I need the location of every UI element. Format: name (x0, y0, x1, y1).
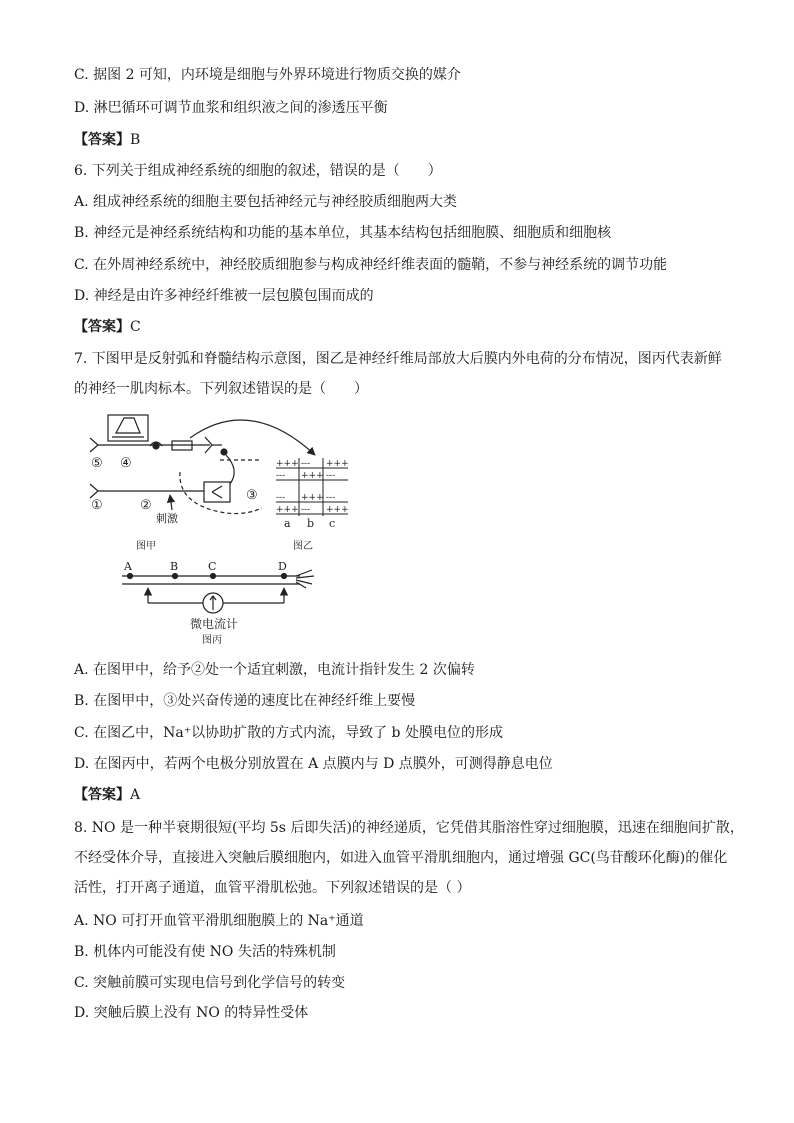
q7-option-d: D. 在图丙中，若两个电极分别放置在 A 点膜内与 D 点膜外，可测得静息电位 (74, 756, 553, 772)
q8-option-c: C. 突触前膜可实现电信号到化学信号的转变 (74, 975, 346, 991)
q7-option-c: C. 在图乙中，Na⁺以协助扩散的方式内流，导致了 b 处膜电位的形成 (74, 725, 503, 741)
fig-jia-label-2: ② (140, 498, 152, 513)
q6-option-b: B. 神经元是神经系统结构和功能的基本单位，其基本结构包括细胞膜、细胞质和细胞核 (74, 225, 612, 241)
fig-jia-label-4: ④ (120, 456, 132, 471)
fig-yi-point-c: c (329, 517, 336, 530)
figure-bing (122, 570, 314, 613)
q7-stem-line1: 7. 下图甲是反射弧和脊髓结构示意图，图乙是神经纤维局部放大后膜内外电荷的分布情况，图丙代表新鲜 (74, 351, 722, 367)
q6-stem: 6. 下列关于组成神经系统的细胞的叙述，错误的是（ ） (74, 163, 442, 179)
answer-letter: C (130, 319, 141, 335)
answer-letter: A (130, 787, 141, 803)
fig-yi-top-inner-b: +++ (301, 471, 324, 481)
fig-yi-top-charge-b: --- (301, 459, 311, 469)
answer-label: 【答案】 (74, 319, 130, 335)
answer-label: 【答案】 (74, 132, 130, 148)
q6-option-c: C. 在外周神经系统中，神经胶质细胞参与构成神经纤维表面的髓鞘，不参与神经系统的调节功能 (74, 257, 668, 273)
answer-label: 【答案】 (74, 787, 130, 803)
q7-option-b: B. 在图甲中，③处兴奋传递的速度比在神经纤维上要慢 (74, 693, 416, 709)
figure-yi (276, 458, 348, 516)
q8-option-d: D. 突触后膜上没有 NO 的特异性受体 (74, 1005, 309, 1021)
q8-option-a: A. NO 可打开血管平滑肌细胞膜上的 Na⁺通道 (74, 913, 364, 929)
fig-bing-caption: 图丙 (202, 635, 222, 646)
fig-yi-top-inner-a: --- (276, 471, 286, 481)
q7-option-a: A. 在图甲中，给予②处一个适宜刺激，电流计指针发生 2 次偏转 (74, 662, 475, 678)
fig-yi-point-a: a (284, 517, 291, 530)
fig-yi-bottom-inner-c: --- (326, 493, 336, 503)
q8-stem-line2: 不经受体介导，直接进入突触后膜细胞内，如进入血管平滑肌细胞内，通过增强 GC(鸟苷酸环化酶)的催化 (74, 850, 728, 866)
fig-yi-caption: 图乙 (293, 541, 313, 552)
fig-yi-top-charge-a: +++ (276, 459, 299, 469)
fig-bing-point-a: A (124, 560, 132, 573)
fig-jia-caption: 图甲 (136, 541, 156, 552)
q7-stem-line2: 的神经一肌肉标本。下列叙述错误的是（ ） (74, 381, 368, 397)
fig-bing-meter-label: 微电流计 (190, 617, 239, 631)
q5-option-d: D. 淋巴循环可调节血浆和组织液之间的渗透压平衡 (74, 100, 388, 116)
fig-jia-label-1: ① (91, 498, 103, 513)
fig-yi-top-inner-c: --- (326, 471, 336, 481)
q8-stem-line1: 8. NO 是一种半衰期很短(平均 5s 后即失活)的神经递质，它凭借其脂溶性穿过细胞膜，迅速在细胞间扩散， (74, 820, 744, 836)
q5-option-c: C. 据图 2 可知，内环境是细胞与外界环境进行物质交换的媒介 (74, 67, 461, 83)
fig-yi-bottom-inner-a: --- (276, 493, 286, 503)
q8-option-b: B. 机体内可能没有使 NO 失活的特殊机制 (74, 944, 336, 960)
fig-bing-point-d: D (278, 560, 287, 573)
figure-jia (90, 415, 315, 514)
fig-jia-stimulus-label: 刺激 (156, 512, 178, 525)
q6-option-a: A. 组成神经系统的细胞主要包括神经元与神经胶质细胞两大类 (74, 194, 458, 210)
fig-yi-bottom-charge-a: +++ (276, 505, 299, 515)
answer-letter: B (130, 132, 141, 148)
fig-yi-bottom-inner-b: +++ (301, 493, 324, 503)
q8-stem-line3: 活性，打开离子通道，血管平滑肌松弛。下列叙述错误的是（ ） (74, 880, 471, 896)
fig-yi-bottom-charge-c: +++ (326, 505, 349, 515)
fig-jia-label-5: ⑤ (91, 456, 103, 471)
fig-yi-top-charge-c: +++ (326, 459, 349, 469)
q6-answer (74, 318, 141, 336)
q7-answer (74, 786, 140, 804)
fig-yi-bottom-charge-b: --- (301, 505, 311, 515)
q6-option-d: D. 神经是由许多神经纤维被一层包膜包围而成的 (74, 288, 374, 304)
q5-answer (74, 131, 140, 149)
fig-jia-label-3: ③ (246, 488, 258, 503)
fig-bing-point-b: B (170, 560, 179, 573)
fig-bing-point-c: C (208, 560, 217, 573)
fig-yi-point-b: b (307, 517, 315, 530)
